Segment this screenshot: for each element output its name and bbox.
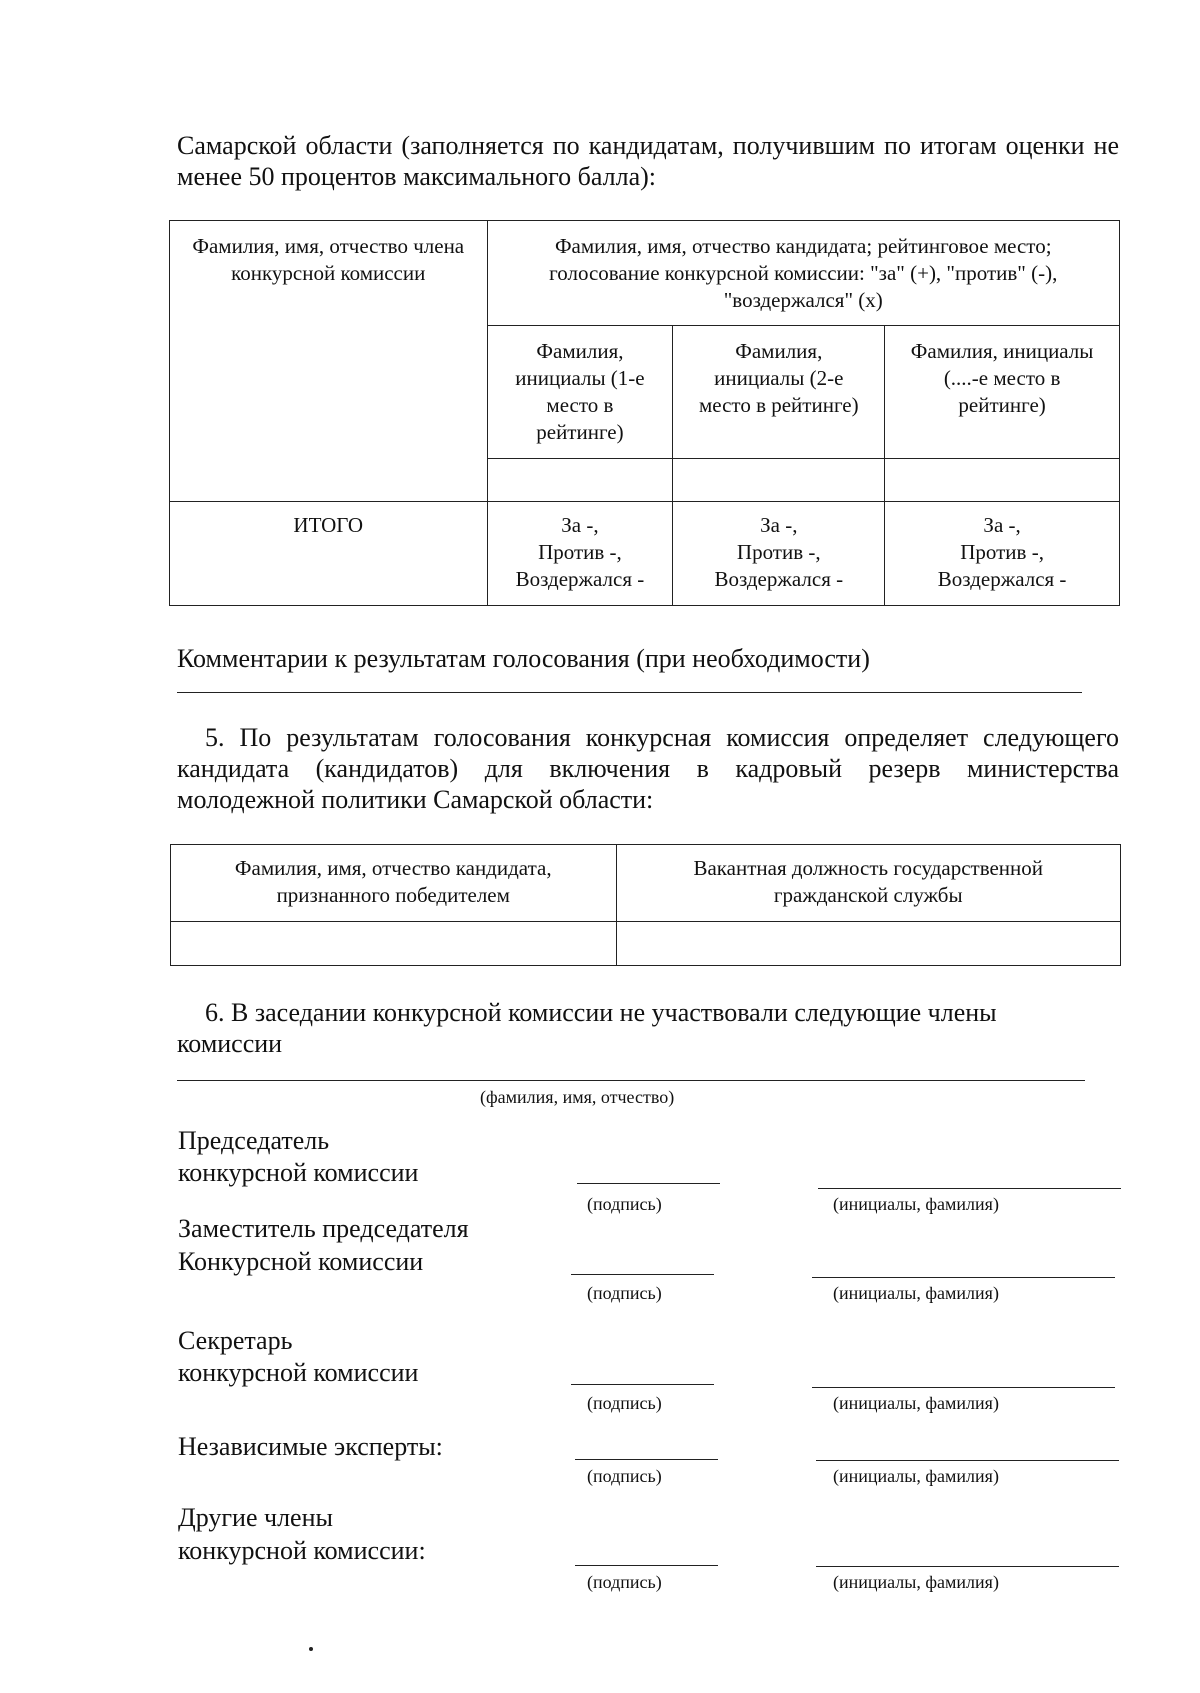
- totals-against: Против -,: [960, 540, 1044, 564]
- vacancy-cell[interactable]: [616, 922, 1121, 966]
- candidate-1-header: Фамилия, инициалы (1-е место в рейтинге): [487, 326, 673, 459]
- totals-abstained: Воздержался -: [937, 567, 1067, 591]
- candidate-2-header: Фамилия, инициалы (2-е место в рейтинге): [673, 326, 885, 459]
- experts-signature-line[interactable]: [575, 1459, 718, 1460]
- totals-candidate-n: [885, 502, 1120, 606]
- deputy-label-line1: Заместитель председателя: [178, 1214, 469, 1243]
- totals-candidate-2: [673, 502, 885, 606]
- totals-for: За -,: [983, 513, 1021, 537]
- others-signature-line[interactable]: [575, 1565, 718, 1566]
- member-name-header: Фамилия, имя, отчество члена конкурсной комиссии: [170, 221, 488, 502]
- experts-name-caption: (инициалы, фамилия): [833, 1466, 999, 1486]
- winner-table: [170, 844, 1121, 966]
- vote-cell-1[interactable]: [487, 459, 673, 502]
- deputy-signature-caption: (подпись): [587, 1283, 662, 1303]
- winner-name-header: Фамилия, имя, отчество кандидата, признанного победителем: [171, 845, 617, 922]
- others-signature-caption: (подпись): [587, 1572, 662, 1592]
- candidates-header: Фамилия, имя, отчество кандидата; рейтинговое место; голосование конкурсной комиссии: "за" (+), "против" (-), "воздержался" (х): [487, 221, 1119, 326]
- total-label: ИТОГО: [170, 502, 488, 606]
- totals-for: За -,: [561, 513, 599, 537]
- chair-label-line1: Председатель: [178, 1126, 330, 1155]
- others-label-line2: конкурсной комиссии:: [178, 1536, 426, 1565]
- experts-name-line[interactable]: [816, 1460, 1119, 1461]
- experts-label: Независимые эксперты:: [178, 1432, 443, 1461]
- experts-signature-caption: (подпись): [587, 1466, 662, 1486]
- paragraph-5: 5. По результатам голосования конкурсная комиссия определяет следующего кандидата (кандидатов) для включения в кадровый резерв министерства молодежной политики Самарской области:: [177, 723, 1119, 814]
- comments-line[interactable]: [177, 692, 1082, 693]
- chair-label-line2: конкурсной комиссии: [178, 1158, 419, 1187]
- secretary-label-line2: конкурсной комиссии: [178, 1358, 419, 1387]
- winner-name-cell[interactable]: [171, 922, 617, 966]
- totals-against: Против -,: [736, 540, 821, 564]
- secretary-signature-caption: (подпись): [587, 1393, 662, 1413]
- totals-against: Против -,: [538, 540, 622, 564]
- secretary-signature-line[interactable]: [571, 1384, 714, 1385]
- chair-signature-line[interactable]: [577, 1183, 720, 1184]
- candidate-n-header: Фамилия, инициалы (....-е место в рейтинге): [885, 326, 1120, 459]
- deputy-name-line[interactable]: [812, 1277, 1115, 1278]
- vote-cell-2[interactable]: [673, 459, 885, 502]
- intro-paragraph: Самарской области (заполняется по кандидатам, получившим по итогам оценки не менее 50 процентов максимального балла):: [177, 131, 1119, 191]
- comments-label: Комментарии к результатам голосования (при необходимости): [177, 644, 870, 673]
- voting-table: [169, 220, 1120, 606]
- totals-abstained: Воздержался -: [714, 567, 844, 591]
- deputy-name-caption: (инициалы, фамилия): [833, 1283, 999, 1303]
- absent-members-line[interactable]: [177, 1080, 1085, 1081]
- chair-name-line[interactable]: [818, 1188, 1121, 1189]
- fio-caption: (фамилия, имя, отчество): [480, 1087, 675, 1107]
- totals-for: За -,: [760, 513, 798, 537]
- chair-name-caption: (инициалы, фамилия): [833, 1194, 999, 1214]
- others-name-caption: (инициалы, фамилия): [833, 1572, 999, 1592]
- secretary-name-line[interactable]: [812, 1387, 1115, 1388]
- others-name-line[interactable]: [816, 1566, 1119, 1567]
- scan-dot: [309, 1647, 313, 1651]
- secretary-name-caption: (инициалы, фамилия): [833, 1393, 999, 1413]
- deputy-signature-line[interactable]: [571, 1274, 714, 1275]
- totals-candidate-1: [487, 502, 673, 606]
- secretary-label-line1: Секретарь: [178, 1326, 293, 1355]
- chair-signature-caption: (подпись): [587, 1194, 662, 1214]
- paragraph-6: 6. В заседании конкурсной комиссии не участвовали следующие члены комиссии: [177, 998, 997, 1058]
- vote-cell-n[interactable]: [885, 459, 1120, 502]
- totals-abstained: Воздержался -: [515, 567, 645, 591]
- vacancy-header: Вакантная должность государственной гражданской службы: [616, 845, 1121, 922]
- others-label-line1: Другие члены: [178, 1503, 333, 1532]
- deputy-label-line2: Конкурсной комиссии: [178, 1247, 424, 1276]
